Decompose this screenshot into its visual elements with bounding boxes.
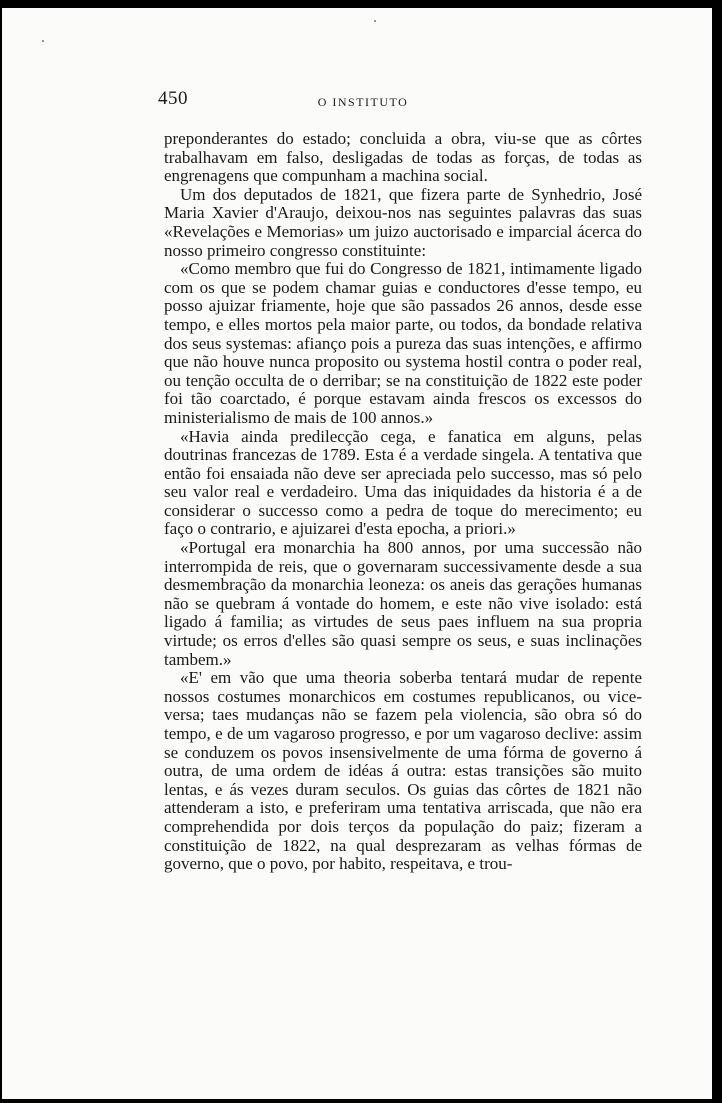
page-number: 450 bbox=[158, 88, 188, 109]
body-text bbox=[164, 130, 642, 874]
scan-speck bbox=[42, 40, 44, 42]
running-title: O INSTITUTO bbox=[317, 95, 409, 109]
paragraph: «Portugal era monarchia ha 800 annos, por uma successão não interrompida de reis, que o governaram successivamente desde a sua desmembração da monarchia leoneza: os aneis das gerações humanas não se quebram á vontade do homem, e este não vive isolado: está ligado á familia; as virtudes de seus paes influem na sua propria virtude; os erros d'elles são quasi sempre os seus, e suas inclinações tambem.» bbox=[164, 538, 642, 669]
paragraph: «Havia ainda predilecção cega, e fanatica em alguns, pelas doutrinas francezas de 1789. Esta é a verdade singela. A tentativa que então foi ensaiada não deve ser apreciada pelo successo, mas só pelo seu valor real e verdadeiro. Uma das iniquidades da historia é a de considerar o successo como a pedra de toque do merecimento; eu faço o contrario, e ajuizarei d'esta epocha, a priori.» bbox=[164, 426, 642, 539]
paragraph: Um dos deputados de 1821, que fizera parte de Synhedrio, José Maria Xavier d'Araujo, deixou-nos nas seguintes palavras das suas «Revelações e Memorias» um juizo auctorisado e imparcial ácerca do nosso primeiro congresso constituinte: bbox=[164, 184, 642, 260]
paragraph: «Como membro que fui do Congresso de 1821, intimamente ligado com os que se podem chamar guias e conductores d'esse tempo, eu posso ajuizar friamente, hoje que são passados 26 annos, desde esse tempo, e elles mortos pela maior parte, ou todos, da bondade relativa dos seus systemas: afianço pois a pureza das suas intenções, e affirmo que não houve nunca proposito ou systema hostil contra o poder real, ou tenção occulta de o derribar; se na constituição de 1822 este poder foi tão coarctado, é porque estavam ainda frescos os excessos do ministerialismo de mais de 100 annos.» bbox=[164, 259, 642, 427]
paragraph: «E' em vão que uma theoria soberba tentará mudar de repente nossos costumes monarchicos em costumes republicanos, ou vice-versa; taes mudanças não se fazem pela violencia, são obra só do tempo, e de um vagaroso progresso, e por um vagaroso declive: assim se conduzem os povos insensivelmente de uma fórma de governo á outra, de uma ordem de idéas á outra: estas transições são muito lentas, e ás vezes duram seculos. Os guias das côrtes de 1821 não attenderam a isto, e preferiram uma tentativa arriscada, que não era comprehendida por dois terços da população do paiz; fizeram a constituição de 1822, na qual desprezaram as velhas fórmas de governo, que o povo, por habito, respeitava, e trou- bbox=[164, 668, 642, 874]
scan-speck bbox=[374, 20, 376, 22]
paragraph: preponderantes do estado; concluida a obra, viu-se que as côrtes trabalhavam em falso, desligadas de todas as forças, de todas as engrenagens que compunham a machina social. bbox=[164, 129, 642, 186]
